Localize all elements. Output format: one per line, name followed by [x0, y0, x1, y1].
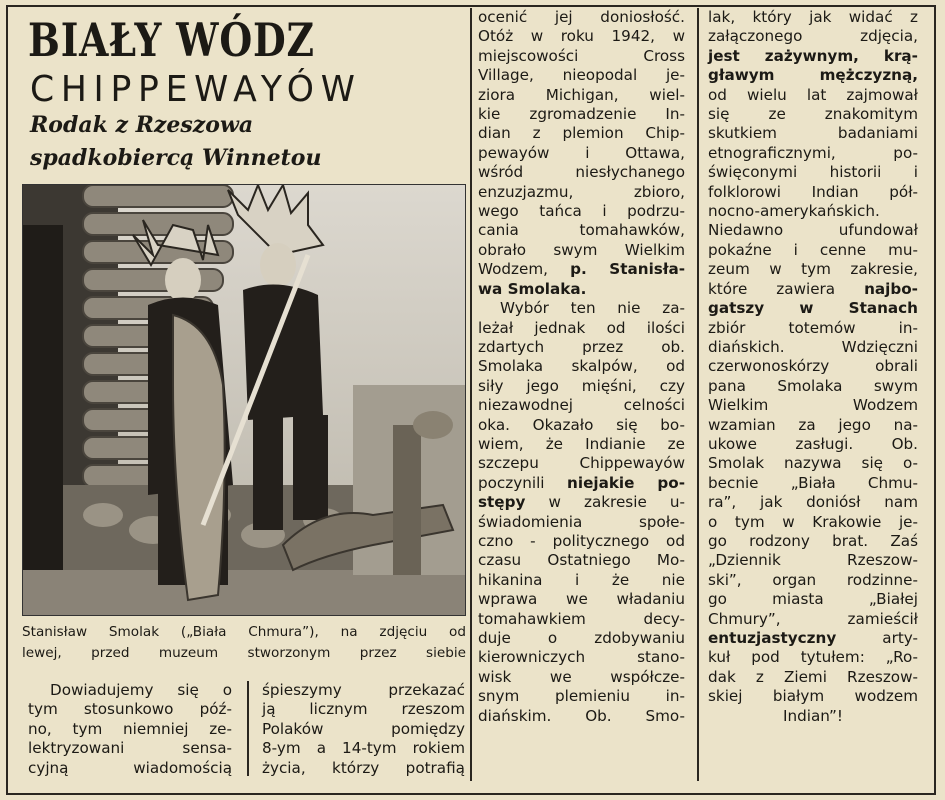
text-line: zbiór totemów in- [708, 318, 918, 337]
text-line: nocno-amerykańskich. [708, 202, 880, 221]
text-line: tomahawkiem decy- [478, 609, 685, 628]
headline-script-2: spadkobiercą Winnetou [30, 145, 322, 171]
text-line: 8-ym a 14-tym rokiem [262, 739, 465, 758]
text-line: Niedawno ufundował [708, 221, 918, 240]
text-line: od wielu lat zajmował [708, 85, 918, 104]
text-fragment: które zawiera [708, 279, 836, 298]
text-line [708, 47, 918, 66]
text-line [478, 493, 685, 512]
text-line: ski”, organ rodzinne- [708, 570, 918, 589]
column-rule-1 [247, 681, 249, 776]
text-line [478, 474, 685, 493]
text-line: pewayów i Ottawa, [478, 143, 685, 162]
text-line: dak z Ziemi Rzeszow- [708, 667, 918, 686]
headline-sub: CHIPPEWAYÓW [30, 69, 362, 110]
text-line: etnograficznymi, po- [708, 143, 918, 162]
text-line: kierowniczych stano- [478, 648, 685, 667]
text-fragment: w zakresie u- [548, 493, 685, 512]
text-line: ra”, jak doniósł nam [708, 493, 918, 512]
text-line: wśród niesłychanego [478, 163, 685, 182]
text-line: życia, którzy potrafią [262, 758, 465, 777]
article-photo [22, 184, 466, 616]
column-rule-2 [470, 8, 472, 781]
text-line: lektryzowani sensa- [28, 739, 232, 758]
text-line: śpieszymy przekazać [262, 681, 465, 699]
text-fragment: arty- [882, 629, 918, 647]
text-line: diańskich. Wdzięczni [708, 337, 918, 356]
text-line: diańskim. Ob. Smo- [478, 706, 685, 725]
text-line: skiej białym wodzem [708, 687, 918, 706]
text-line [478, 260, 685, 279]
text-line: czno - politycznego od [478, 531, 685, 550]
text-line: leżał jednak od ilości [478, 318, 685, 337]
text-line: siły jego mięśni, czy [478, 376, 685, 395]
text-line: czerwonoskórzy obrali [708, 357, 918, 376]
text-line: Chmury”, zamieścił [708, 609, 918, 628]
text-line: obrało swym Wielkim [478, 240, 685, 259]
text-line: się ze znakomitym [708, 105, 918, 124]
text-line: no, tym niemniej ze- [28, 719, 232, 738]
text-line [478, 280, 685, 299]
text-line: Dowiadujemy się o [50, 681, 232, 699]
text-line: duje o zdobywaniu [478, 629, 685, 647]
text-line: Polaków pomiędzy [262, 719, 465, 738]
text-line [708, 66, 918, 85]
text-line: tym stosunkowo póź- [28, 700, 232, 719]
text-line: czasu Ostatniego Mo- [478, 551, 685, 570]
caption-line-2: lewej, przed muzeum stworzonym przez siebie [22, 645, 466, 661]
article-column-b [262, 681, 465, 778]
text-line: go miasta „Białej [708, 590, 918, 609]
text-line: kie zgromadzenie In- [478, 105, 685, 124]
text-line: hikanina i że nie [478, 570, 685, 589]
text-line [708, 280, 918, 299]
text-line: ją licznym rzeszom [262, 700, 465, 719]
text-line: pokaźne i cenne mu- [708, 240, 918, 259]
text-line: pana Smolaka swym [708, 376, 918, 395]
photo-caption [22, 622, 466, 664]
text-line: załączonego zdjęcia, [708, 27, 918, 46]
text-line: Village, nieopodal je- [478, 66, 685, 85]
text-line: enzuzjazmu, zbioro, [478, 182, 685, 201]
bold-phrase: najbo- [864, 279, 918, 298]
bold-phrase: gatszy w Stanach [708, 299, 918, 318]
text-line: „Dziennik Rzeszow- [708, 551, 918, 570]
text-line: zeum w tym zakresie, [708, 260, 918, 279]
text-fragment: Wodzem, [478, 260, 548, 279]
text-line: ocenić jej doniosłość. [478, 8, 685, 26]
text-fragment: poczynili [478, 473, 545, 492]
text-line: Wielkim Wodzem [708, 396, 918, 415]
text-line: snym plemieniu in- [478, 687, 685, 706]
article-column-a [28, 681, 232, 778]
text-line: folklorowi Indian pół- [708, 182, 918, 201]
text-line: szczepu Chippewayów [478, 454, 685, 473]
text-line: niezawodnej celności [478, 396, 685, 415]
text-line: lak, który jak widać z [708, 8, 918, 26]
text-line: Smolaka skalpów, od [478, 357, 685, 376]
article-column-c [478, 8, 685, 726]
text-line: wiem, że Indianie ze [478, 434, 685, 453]
bold-phrase: entuzjastyczny [708, 629, 837, 647]
text-line: cyjną wiadomością [28, 758, 232, 777]
text-line: święconymi historii i [708, 163, 918, 182]
text-line: oka. Okazało się bo- [478, 415, 685, 434]
text-line: Indian”! [782, 706, 844, 725]
bold-name: wa Smolaka. [478, 279, 587, 298]
text-line: Smolak nazywa się o- [708, 454, 918, 473]
text-line: becnie „Biała Chmu- [708, 473, 918, 492]
column-rule-3 [697, 8, 699, 781]
text-line: wzamian za jego na- [708, 415, 918, 434]
caption-line-1: Stanisław Smolak („Biała Chmura”), na zdjęciu od [22, 624, 466, 640]
bold-name: p. Stanisła- [570, 260, 686, 279]
headline-script-1: Rodak z Rzeszowa [30, 112, 254, 138]
text-line: miejscowości Cross [478, 46, 685, 65]
bold-phrase: gławym mężczyzną, [708, 66, 918, 85]
text-line: go rodzony brat. Zaś [708, 531, 918, 550]
text-line: ukowe zasługi. Ob. [708, 434, 918, 453]
article-column-d [708, 8, 918, 726]
text-line [708, 629, 918, 648]
text-line: wprawa we władaniu [478, 590, 685, 609]
text-line: wisk we współcze- [478, 667, 685, 686]
text-line: ziora Michigan, wiel- [478, 85, 685, 104]
bold-phrase: stępy [478, 493, 526, 512]
text-line: cania tomahawków, [478, 221, 685, 240]
text-line: świadomienia społe- [478, 512, 685, 531]
bold-phrase: jest zażywnym, krą- [708, 46, 918, 65]
text-line: Wybór ten nie za- [500, 299, 685, 318]
text-line: dian z plemion Chip- [478, 124, 685, 143]
bold-phrase: niejakie po- [567, 473, 686, 492]
text-line: kuł pod tytułem: „Ro- [708, 648, 918, 667]
text-line: o tym w Krakowie je- [708, 512, 918, 531]
text-line: wego tańca i podrzu- [478, 202, 685, 221]
photo-two-men-headdresses-icon [23, 185, 465, 615]
text-line: Otóż w roku 1942, w [478, 27, 685, 46]
headline-main: BIAŁY WÓDZ [28, 13, 315, 67]
text-line [708, 299, 918, 318]
text-line: zdartych przez ob. [478, 337, 685, 356]
text-line: skutkiem badaniami [708, 124, 918, 143]
